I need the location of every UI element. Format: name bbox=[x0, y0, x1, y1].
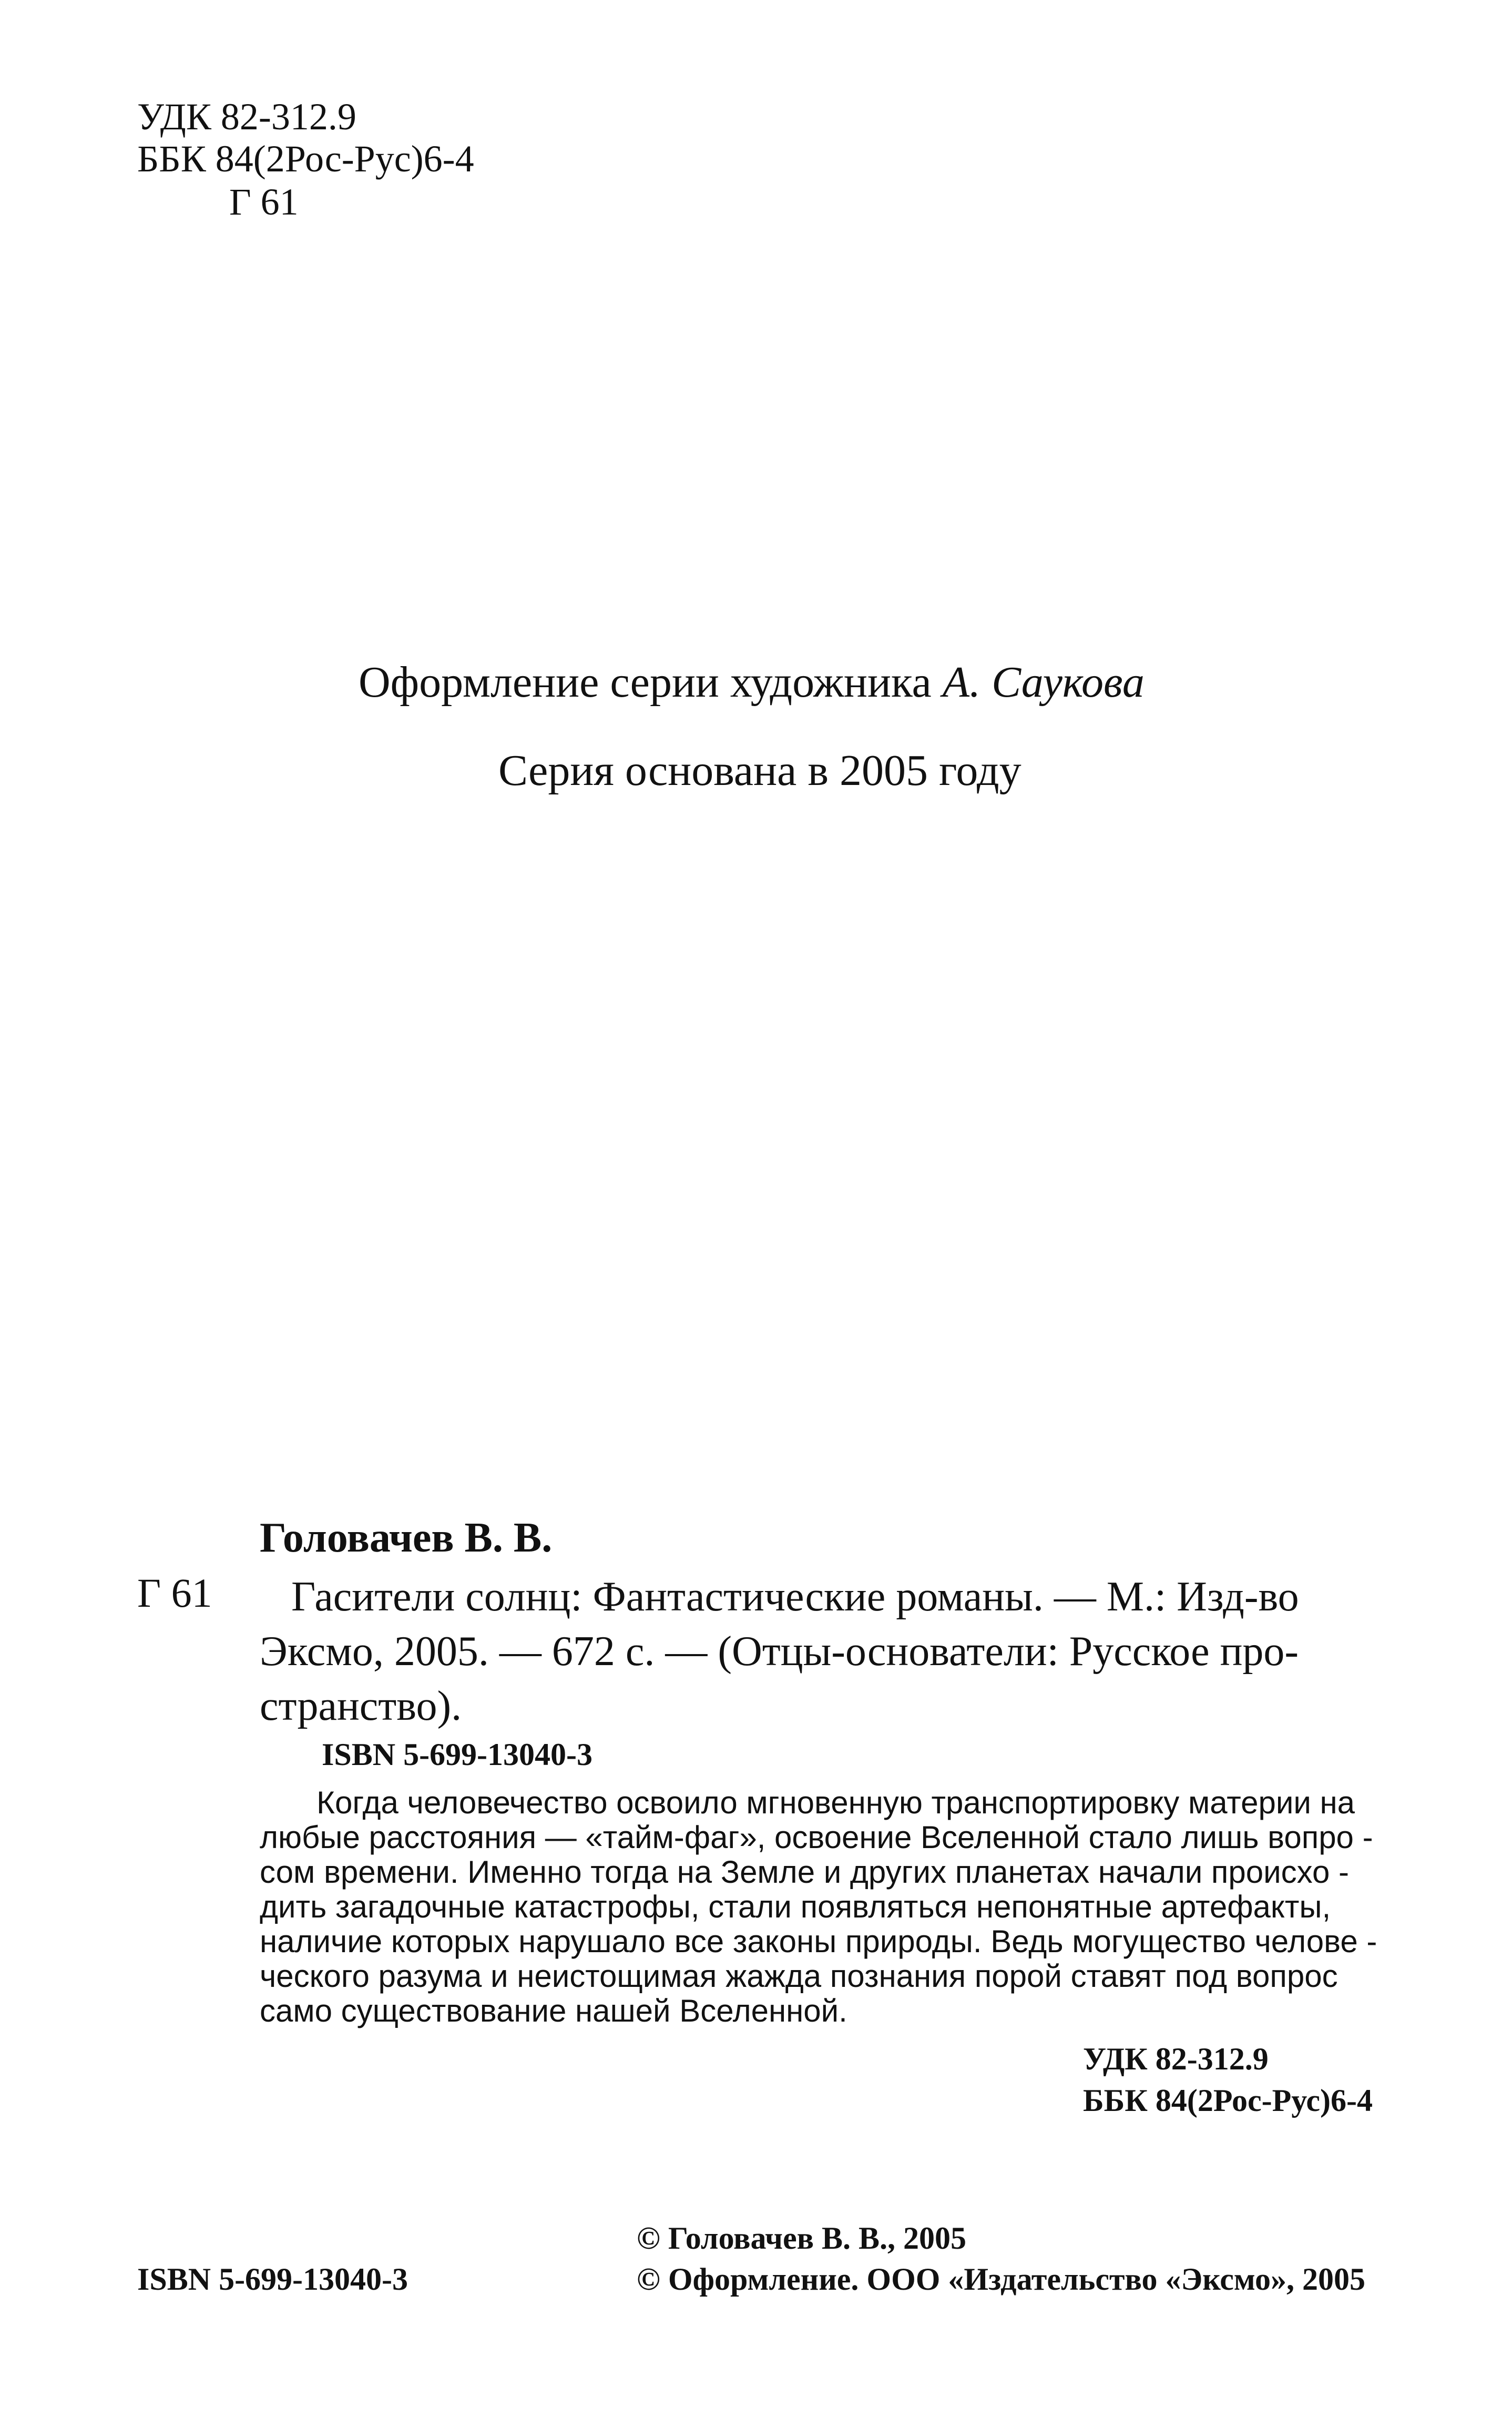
card-isbn: ISBN 5-699-13040-3 bbox=[322, 1737, 593, 1772]
description-line: Гасители солнц: Фантастические романы. — М.: Изд-во bbox=[291, 1574, 1299, 1620]
series-design-credit bbox=[359, 657, 1145, 708]
series-artist-name: А. Саукова bbox=[942, 658, 1145, 707]
udk-code-card: УДК 82-312.9 bbox=[1083, 2042, 1269, 2076]
bbk-code-top: ББК 84(2Рос-Рус)6-4 bbox=[137, 138, 474, 180]
annotation-line: дить загадочные катастрофы, стали появляться непонятные артефакты, bbox=[260, 1889, 1331, 1924]
footer-isbn: ISBN 5-699-13040-3 bbox=[137, 2262, 408, 2297]
card-author-code: Г 61 bbox=[137, 1570, 212, 1616]
series-design-prefix: Оформление серии художника bbox=[359, 658, 943, 707]
card-description bbox=[260, 1569, 1406, 1733]
annotation-line: наличие которых нарушало все законы природы. Ведь могущество челове - bbox=[260, 1924, 1377, 1959]
description-line: Эксмо, 2005. — 672 с. — (Отцы-основатели: Русское про- bbox=[260, 1628, 1299, 1675]
bbk-code-card: ББК 84(2Рос-Рус)6-4 bbox=[1083, 2083, 1373, 2118]
copyright-design: © Оформление. ООО «Издательство «Эксмо», 2005 bbox=[637, 2262, 1365, 2297]
author-code-top: Г 61 bbox=[229, 181, 299, 223]
udk-code-top: УДК 82-312.9 bbox=[137, 96, 356, 138]
annotation-line: любые расстояния — «тайм-фаг», освоение Вселенной стало лишь вопро - bbox=[260, 1820, 1373, 1855]
card-annotation bbox=[260, 1786, 1406, 2028]
description-line: странство). bbox=[260, 1683, 462, 1729]
card-author: Головачев В. В. bbox=[260, 1515, 553, 1561]
copyright-author: © Головачев В. В., 2005 bbox=[637, 2221, 967, 2256]
annotation-line: Когда человечество освоило мгновенную транспортировку материи на bbox=[316, 1785, 1355, 1820]
annotation-line: само существование нашей Вселенной. bbox=[260, 1993, 847, 2028]
annotation-line: ческого разума и неистощимая жажда познания порой ставят под вопрос bbox=[260, 1958, 1338, 1994]
series-founded-text: Серия основана в 2005 году bbox=[498, 746, 1021, 795]
annotation-line: сом времени. Именно тогда на Земле и других планетах начали происхо - bbox=[260, 1854, 1350, 1890]
